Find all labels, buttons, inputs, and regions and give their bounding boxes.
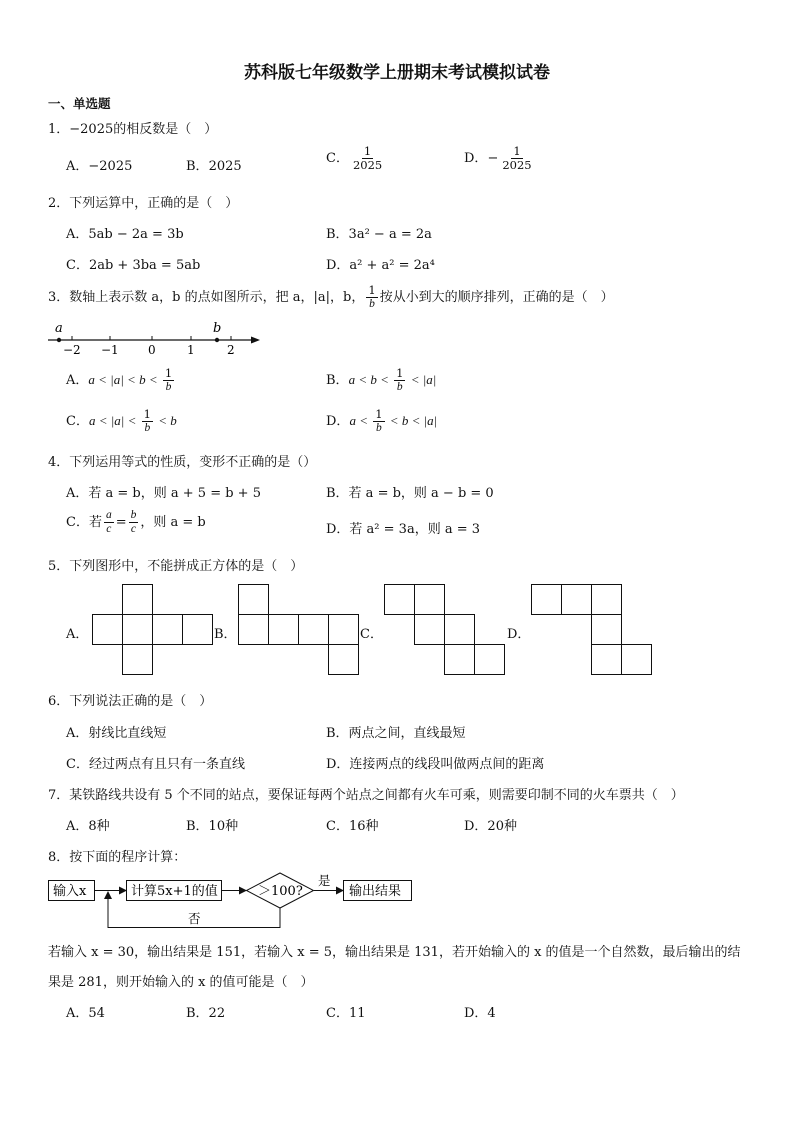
denominator: c <box>130 522 137 535</box>
option-label: D． <box>464 151 488 166</box>
input-box-label: 输入x <box>53 884 87 899</box>
q5-option-c-label[interactable]: C． <box>360 627 383 642</box>
fraction <box>351 146 384 171</box>
q8-option-c[interactable]: C．11 <box>326 1006 366 1021</box>
question-3-stem <box>48 285 614 310</box>
q5-net-b[interactable] <box>238 584 362 676</box>
denominator: c <box>106 522 112 535</box>
condition-label: ＞100? <box>258 884 303 899</box>
q1-option-a[interactable] <box>66 155 132 174</box>
option-text: −2025 <box>88 159 133 174</box>
q2-option-d[interactable]: D．a² + a² = 2a⁴ <box>326 258 435 273</box>
q3-option-b[interactable] <box>326 368 436 393</box>
q4-option-c[interactable] <box>66 510 206 535</box>
point-b-dot <box>215 338 219 342</box>
q6-option-b[interactable]: B．两点之间，直线最短 <box>326 726 466 741</box>
q5-net-c[interactable] <box>384 584 508 676</box>
stem-text: 3．数轴上表示数 a，b 的点如图所示，把 a，|a|，b， <box>48 290 365 305</box>
option-label: C． <box>326 151 349 166</box>
option-text: a < b < <box>348 372 393 387</box>
q5-net-d[interactable] <box>531 584 655 676</box>
denominator: b <box>369 297 375 310</box>
stem-text: 按从小到大的顺序排列，正确的是（ ） <box>379 290 614 305</box>
q5-option-d-label[interactable]: D． <box>507 627 531 642</box>
tick-label: 1 <box>187 343 195 357</box>
q2-option-c[interactable]: C．2ab + 3ba = 5ab <box>66 258 201 273</box>
numerator: 1 <box>164 366 173 380</box>
q4-option-b[interactable]: B．若 a = b，则 a − b = 0 <box>326 486 494 501</box>
q3-option-d[interactable] <box>326 409 437 434</box>
output-box-label: 输出结果 <box>349 884 402 899</box>
no-label: 否 <box>188 911 201 926</box>
option-label: C．若 <box>66 515 102 530</box>
numerator: 1 <box>363 144 372 158</box>
option-label: C． <box>66 414 89 429</box>
option-text: ，则 a = b <box>140 515 206 530</box>
tick-label: −2 <box>63 343 81 357</box>
fraction <box>500 146 533 171</box>
q7-option-d[interactable]: D．20种 <box>464 819 517 834</box>
option-text: < |a| <box>407 372 437 387</box>
tick-label: 2 <box>227 343 235 357</box>
option-text: a < |a| < <box>88 413 140 428</box>
fraction <box>366 285 377 310</box>
point-a-label: a <box>55 321 63 336</box>
q2-option-a[interactable]: A．5ab − 2a = 3b <box>66 227 184 242</box>
q1-option-c[interactable] <box>326 146 386 171</box>
fraction <box>142 409 153 434</box>
question-8-stem: 8．按下面的程序计算： <box>48 850 187 865</box>
option-text: < b <box>154 413 177 428</box>
q8-option-b[interactable]: B．22 <box>186 1006 226 1021</box>
option-label: B． <box>326 373 349 388</box>
q6-option-d[interactable]: D．连接两点的线段叫做两点间的距离 <box>326 757 545 772</box>
option-label: B． <box>186 159 209 174</box>
fraction <box>104 510 114 535</box>
tick-label: 0 <box>148 343 156 357</box>
numerator: b <box>130 509 137 521</box>
fraction <box>394 368 405 393</box>
number-line-figure <box>44 318 274 358</box>
tick-label: −1 <box>101 343 119 357</box>
option-text: a < |a| < b < <box>88 372 161 387</box>
option-label: A． <box>66 159 89 174</box>
question-6-stem: 6．下列说法正确的是（ ） <box>48 694 213 709</box>
denominator: b <box>165 380 172 393</box>
axis-arrow-icon <box>251 337 260 344</box>
numerator: 1 <box>368 283 376 297</box>
q1-option-b[interactable] <box>186 155 242 174</box>
denominator: b <box>144 421 151 434</box>
question-1-stem: 1．−2025的相反数是（ ） <box>48 122 218 137</box>
program-flowchart <box>44 870 424 932</box>
compute-box-label: 计算5x+1的值 <box>131 884 218 899</box>
question-2-stem: 2．下列运算中，正确的是（ ） <box>48 196 239 211</box>
option-text: a < <box>349 413 372 428</box>
q8-option-a[interactable]: A．54 <box>66 1006 105 1021</box>
question-7-stem: 7．某铁路线共设有 5 个不同的站点，要保证每两个站点之间都有火车可乘，则需要印制不同的火车票共（ ） <box>48 788 684 803</box>
numerator: 1 <box>513 144 521 158</box>
q2-option-b[interactable]: B．3a² − a = 2a <box>326 227 432 242</box>
point-b-label: b <box>213 321 222 336</box>
q3-option-a[interactable] <box>66 368 176 393</box>
question-5-stem: 5．下列图形中，不能拼成正方体的是（ ） <box>48 559 304 574</box>
numerator: 1 <box>396 366 404 380</box>
numerator: a <box>105 509 112 521</box>
q1-option-d[interactable] <box>464 146 536 171</box>
q7-option-a[interactable]: A．8种 <box>66 819 110 834</box>
denominator: b <box>396 380 403 393</box>
option-label: A． <box>66 373 89 388</box>
q8-option-d[interactable]: D．4 <box>464 1006 496 1021</box>
denominator: 2025 <box>352 157 383 172</box>
question-8-line-1: 若输入 x = 30，输出结果是 151，若输入 x = 5，输出结果是 131，若开始输入的 x 的值是一个自然数，最后输出的结 <box>48 945 741 960</box>
fraction <box>163 368 174 393</box>
fraction <box>129 510 139 535</box>
q5-net-a[interactable] <box>92 584 216 676</box>
point-a-dot <box>57 338 61 342</box>
q7-option-b[interactable]: B．10种 <box>186 819 239 834</box>
numerator: 1 <box>143 407 151 421</box>
option-label: D． <box>326 414 350 429</box>
fraction <box>373 409 384 434</box>
q4-option-d[interactable]: D．若 a² = 3a，则 a = 3 <box>326 522 481 537</box>
page-title: 苏科版七年级数学上册期末考试模拟试卷 <box>244 63 550 83</box>
q5-option-b-label[interactable]: B． <box>214 627 237 642</box>
numerator: 1 <box>375 407 383 421</box>
option-text: 2025 <box>208 159 242 174</box>
denominator: 2025 <box>502 157 532 172</box>
q5-option-a-label[interactable]: A． <box>66 627 89 642</box>
q6-option-c[interactable]: C．经过两点有且只有一条直线 <box>66 757 245 772</box>
denominator: b <box>376 421 382 434</box>
q4-option-a[interactable]: A．若 a = b，则 a + 5 = b + 5 <box>66 486 261 501</box>
question-4-stem: 4．下列运用等式的性质，变形不正确的是（） <box>48 455 317 470</box>
option-text: < b < |a| <box>386 413 438 428</box>
yes-label: 是 <box>318 873 331 888</box>
minus-sign: − <box>487 151 499 166</box>
q6-option-a[interactable]: A．射线比直线短 <box>66 726 167 741</box>
q3-option-c[interactable] <box>66 409 177 434</box>
q7-option-c[interactable]: C．16种 <box>326 819 379 834</box>
section-heading: 一、单选题 <box>48 96 111 111</box>
equals-sign: = <box>115 515 127 530</box>
question-8-line-2: 果是 281，则开始输入的 x 的值可能是（ ） <box>48 975 314 990</box>
